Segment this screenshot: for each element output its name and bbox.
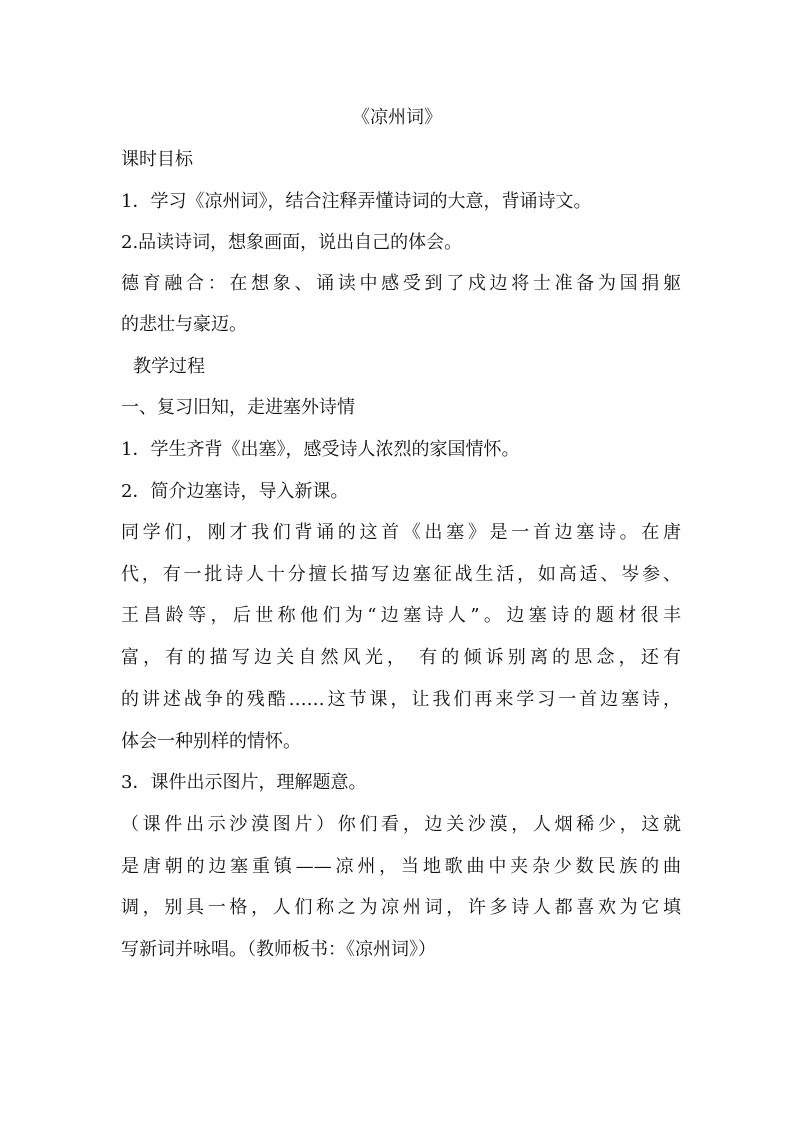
paragraph-1-line: 代，有一批诗人十分擅长描写边塞征战生活，如高适、岑参、 (121, 564, 681, 585)
objectives-heading: 课时目标 (121, 149, 193, 170)
paragraph-2-line: 写新词并咏唱。（教师板书：《凉州词》） (121, 939, 436, 960)
objective-1: 1．学习《凉州词》，结合注释弄懂诗词的大意，背诵诗文。 (121, 191, 592, 212)
paragraph-1-line: 同学们，刚才我们背诵的这首《出塞》是一首边塞诗。在唐 (121, 522, 681, 543)
process-heading: 教学过程 (133, 356, 205, 377)
moral-line-2: 的悲壮与豪迈。 (121, 314, 247, 335)
paragraph-1-line: 王昌龄等，后世称他们为“边塞诗人”。边塞诗的题材很丰 (121, 605, 681, 626)
paragraph-2-line: 调，别具一格，人们称之为凉州词，许多诗人都喜欢为它填 (121, 897, 681, 918)
objective-2: 2.品读诗词，想象画面，说出自己的体会。 (121, 232, 463, 253)
paragraph-1-line: 体会一种别样的情怀。 (121, 731, 301, 752)
document-title: 《凉州词》 (352, 107, 442, 128)
paragraph-1-line: 富，有的描写边关自然风光， 有的倾诉别离的思念，还有 (121, 647, 681, 668)
paragraph-2-line: 是唐朝的边塞重镇——凉州，当地歌曲中夹杂少数民族的曲 (121, 856, 681, 877)
step-1: 1．学生齐背《出塞》，感受诗人浓烈的家国情怀。 (121, 439, 520, 460)
step-3: 3．课件出示图片，理解题意。 (121, 772, 367, 793)
paragraph-2-line: （课件出示沙漠图片）你们看，边关沙漠，人烟稀少，这就 (121, 814, 681, 835)
paragraph-1-line: 的讲述战争的残酷……这节课，让我们再来学习一首边塞诗， (121, 689, 681, 710)
step-2: 2．简介边塞诗，导入新课。 (121, 481, 349, 502)
section-1-heading: 一、复习旧知，走进塞外诗情 (121, 397, 355, 418)
moral-line-1: 德育融合：在想象、诵读中感受到了戍边将士准备为国捐躯 (121, 273, 681, 294)
